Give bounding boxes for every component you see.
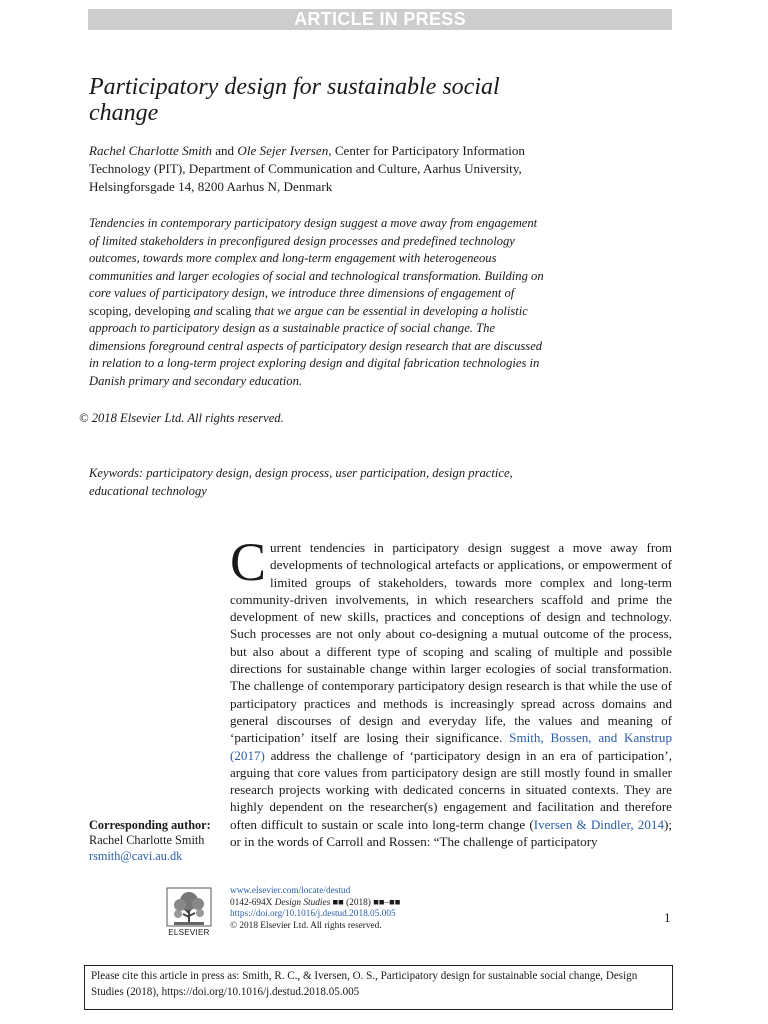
corresponding-author-name: Rachel Charlotte Smith — [89, 833, 205, 848]
elsevier-logo-text: ELSEVIER — [168, 928, 210, 937]
keywords: Keywords: participatory design, design process, user participation, design practice, educational technology — [89, 466, 513, 498]
body-text — [230, 532, 672, 850]
doi-link[interactable]: https://doi.org/10.1016/j.destud.2018.05.005 — [230, 909, 396, 920]
citation-notice-box: Please cite this article in press as: Smith, R. C., & Iversen, O. S., Participatory design for sustainable social change, Design Studies (2018), https://doi.org/10.1016/j.destud.2018.05.005 — [84, 965, 673, 1010]
body-paragraph-part-3: ); or in the words of Carroll and Rossen: “The challenge of participatory — [230, 816, 672, 850]
author-name-2: Ole Sejer Iversen — [237, 143, 329, 158]
journal-info — [230, 886, 490, 933]
abstract-term-scaling: scaling — [215, 303, 252, 318]
article-in-press-banner: ARTICLE IN PRESS — [88, 9, 672, 30]
issn: 0142-694X — [230, 897, 275, 908]
abstract-text-1: Tendencies in contemporary participatory design suggest a move away from engagement of limited stakeholders in preconfigured design processes and predefined technology outcomes, towards more complex and long-term engagement with heterogeneous communities and larger ecologies of social and technological transformation. Building on core values of participatory design, we introduce three dimensions of engagement of — [89, 216, 544, 300]
abstract-term-developing: developing — [134, 303, 191, 318]
corresponding-author-label: Corresponding author: — [89, 818, 211, 832]
abstract-separator: , — [128, 303, 135, 318]
body-paragraph-part-1: urrent tendencies in participatory design suggest a move away from developments of technological artefacts or applications, or empowerment of limited groups of stakeholders, towards more complex and long-term community-driven involvements, in which researchers scaffold and prime the development of new skills, practices and conceptions of design and technology. Such processes are not only about co-designing a mutual outcome of the process, but also about a different type of scoping and scaling of multiple and possible directions for sustainable change within larger ecologies of social transformation. The challenge of contemporary participatory design research is that while the use of participatory practices and methods is increasingly spread across domains and general discourses of design and everyday life, the values and meaning of ‘participation’ itself are losing their significance. — [230, 540, 672, 746]
abstract-copyright: © 2018 Elsevier Ltd. All rights reserved. — [79, 411, 284, 425]
journal-volume: ■■ (2018) ■■–■■ — [330, 897, 401, 908]
article-title: Participatory design for sustainable social change — [89, 74, 500, 126]
journal-url-link[interactable]: www.elsevier.com/locate/destud — [230, 886, 351, 896]
abstract-separator: and — [190, 303, 216, 318]
author-conjunction: and — [211, 143, 238, 158]
drop-cap: C — [230, 532, 267, 592]
publisher-copyright: © 2018 Elsevier Ltd. All rights reserved. — [230, 921, 382, 932]
page-number: 1 — [664, 910, 671, 925]
abstract — [89, 215, 547, 390]
corresponding-author-email-link[interactable]: rsmith@cavi.au.dk — [89, 848, 183, 863]
author-block — [89, 142, 539, 196]
journal-name: Design Studies — [274, 897, 331, 908]
abstract-term-scoping: scoping — [89, 303, 129, 318]
corresponding-author-note — [89, 818, 219, 864]
author-name-1: Rachel Charlotte Smith — [89, 143, 212, 158]
citation-link-smith-bossen-kanstrup[interactable]: Smith, Bossen, and Kanstrup (2017) — [230, 730, 672, 763]
journal-issn-line — [230, 898, 490, 910]
abstract-text-2: that we argue can be essential in developing a holistic approach to participatory design as a sustainable practice of social change. The dimensions foreground central aspects of participatory design research that are discussed in relation to a long-term project exploring design and digital fabrication technologies in Danish primary and secondary education. — [89, 303, 543, 388]
author-affiliation: , Center for Participatory Information Technology (PIT), Department of Communication and Culture, Aarhus University, Helsingforsgade 14, 8200 Aarhus N, Denmark — [89, 143, 525, 194]
citation-link-iversen-dindler[interactable]: Iversen & Dindler, 2014 — [533, 816, 664, 832]
body-paragraph-part-2: address the challenge of ‘participatory design in an era of participation’, arguing that core values from participatory design are still mostly found in smaller research projects working with dedicated concerns in situated contexts. They are highly dependent on the researcher(s) engagement and facilitation and therefore often difficult to sustain or scale into long-term change ( — [230, 747, 672, 832]
